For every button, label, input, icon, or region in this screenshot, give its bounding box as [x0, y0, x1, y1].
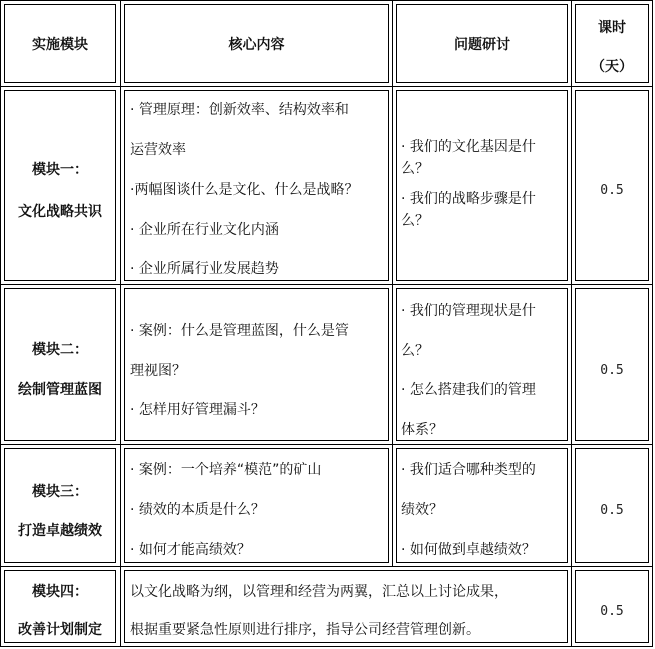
row-divider: [0, 444, 653, 445]
module-1-discussion-line: 么？: [401, 213, 429, 229]
module-2-name: 绘制管理蓝图: [18, 382, 102, 398]
cell-frame: [4, 448, 116, 563]
module-4-content-line: 以文化战略为纲，以管理和经营为两翼，汇总以上讨论成果，: [130, 584, 508, 600]
module-3-title: 模块三：: [32, 484, 88, 500]
module-4-name: 改善计划制定: [18, 622, 102, 638]
module-3-discussion-line: · 我们适合哪种类型的: [401, 462, 536, 478]
module-2-discussion-line: · 怎么搭建我们的管理: [401, 382, 536, 398]
module-3-content-line: · 如何才能高绩效？: [130, 542, 251, 558]
module-3-content-line: · 绩效的本质是什么？: [130, 502, 265, 518]
module-1-discussion-line: · 我们的战略步骤是什: [401, 191, 536, 207]
module-2-title: 模块二：: [32, 342, 88, 358]
module-4-content-line: 根据重要紧急性原则进行排序，指导公司经营管理创新。: [130, 622, 480, 638]
module-2-hours: 0.5: [600, 363, 624, 378]
column-divider: [571, 0, 572, 647]
module-1-content-line: · 企业所在行业文化内涵: [130, 222, 279, 238]
module-1-discussion-line: 么？: [401, 161, 429, 177]
column-divider: [120, 0, 121, 647]
module-4-title: 模块四：: [32, 584, 88, 600]
module-3-name: 打造卓越绩效: [18, 523, 102, 539]
module-3-content-line: · 案例：一个培养“模范”的矿山: [130, 462, 322, 478]
module-1-title: 模块一：: [32, 162, 88, 178]
module-1-content-line: · 管理原理：创新效率、结构效率和: [130, 102, 349, 118]
module-3-discussion-line: · 如何做到卓越绩效？: [401, 542, 536, 558]
header-module: 实施模块: [32, 37, 88, 53]
module-2-content-line: · 案例：什么是管理蓝图，什么是管: [130, 323, 349, 339]
row-divider: [0, 566, 653, 567]
module-2-content-line: 理视图？: [130, 363, 186, 379]
module-1-discussion-line: · 我们的文化基因是什: [401, 139, 536, 155]
header-discussion: 问题研讨: [454, 37, 510, 53]
header-content: 核心内容: [228, 37, 285, 53]
header-hours-line1: 课时: [598, 20, 626, 36]
module-3-hours: 0.5: [600, 503, 624, 518]
module-1-hours: 0.5: [600, 183, 624, 198]
module-3-discussion-line: 绩效？: [401, 502, 443, 518]
column-divider: [392, 0, 393, 566]
cell-frame: [396, 90, 568, 281]
header-hours-line2: （天）: [591, 59, 633, 75]
module-2-discussion-line: 体系？: [401, 422, 443, 438]
module-2-content-line: · 怎样用好管理漏斗？: [130, 402, 265, 418]
module-1-name: 文化战略共识: [18, 204, 102, 220]
module-2-discussion-line: 么？: [401, 343, 429, 359]
module-1-content-line: ·两幅图谈什么是文化、什么是战略？: [130, 182, 359, 198]
row-divider: [0, 284, 653, 285]
module-1-content-line: · 企业所属行业发展趋势: [130, 261, 279, 277]
row-divider: [0, 86, 653, 87]
cell-frame: [4, 288, 116, 441]
module-4-hours: 0.5: [600, 604, 624, 619]
module-2-discussion-line: · 我们的管理现状是什: [401, 303, 536, 319]
module-1-content-line: 运营效率: [130, 142, 186, 158]
cell-frame: [4, 90, 116, 281]
